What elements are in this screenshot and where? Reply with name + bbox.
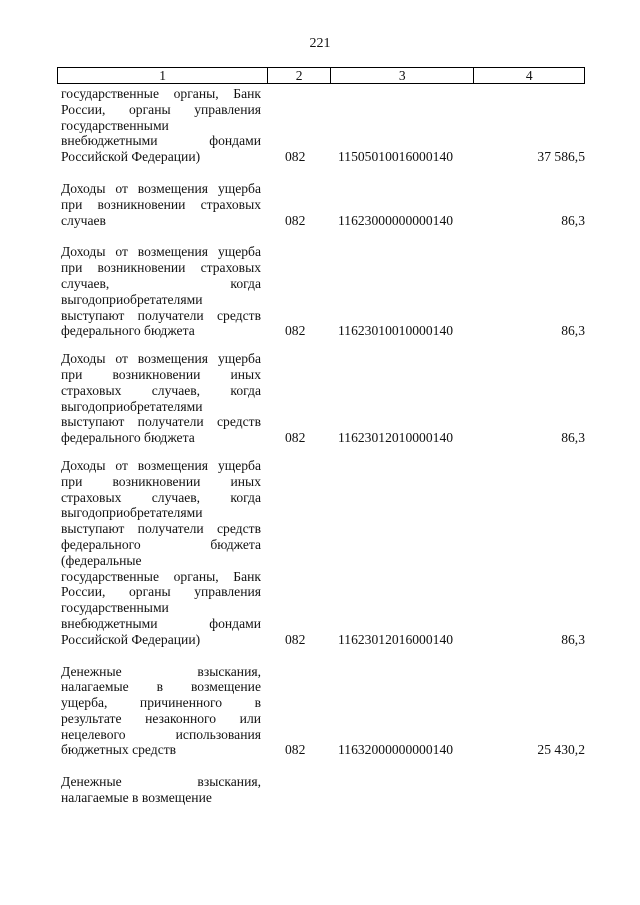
row-admin-code: 082 — [285, 631, 306, 647]
row-amount: 86,3 — [561, 631, 585, 647]
description-line: страховых случаев, когда — [61, 382, 261, 398]
description-line: выгодоприобретателями — [61, 398, 203, 414]
row-description — [61, 774, 261, 806]
description-line: случаев, когда — [61, 275, 261, 291]
description-line: бюджетных средств — [61, 742, 177, 758]
row-budget-code: 11505010016000140 — [338, 149, 454, 165]
table-row — [0, 664, 640, 759]
description-line: Доходы от возмещения ущерба — [61, 351, 261, 367]
row-budget-code: 11623000000000140 — [338, 212, 454, 228]
row-amount: 86,3 — [561, 430, 585, 446]
description-line: при возникновении страховых — [61, 260, 261, 276]
description-line: при возникновении иных — [61, 366, 261, 382]
description-line: налагаемые в возмещение — [61, 679, 261, 695]
row-amount: 25 430,2 — [537, 742, 585, 758]
row-description — [61, 86, 261, 165]
table-row — [0, 244, 640, 339]
description-line: выгодоприобретателями — [61, 291, 203, 307]
description-line: Доходы от возмещения ущерба — [61, 244, 261, 260]
row-description — [61, 181, 261, 228]
description-line: России, органы управления — [61, 584, 261, 600]
description-line: ущерба, причиненного в — [61, 695, 261, 711]
row-amount: 86,3 — [561, 212, 585, 228]
description-line: государственные органы, Банк — [61, 86, 261, 101]
table-header — [57, 67, 585, 84]
header-col-3: 3 — [330, 68, 473, 83]
row-budget-code: 11623010010000140 — [338, 323, 454, 339]
description-line: результате незаконного или — [61, 710, 261, 726]
row-admin-code: 082 — [285, 742, 306, 758]
row-budget-code: 11632000000000140 — [338, 742, 454, 758]
row-amount: 86,3 — [561, 323, 585, 339]
description-line: выгодоприобретателями — [61, 505, 203, 521]
table-row — [0, 351, 640, 446]
row-admin-code: 082 — [285, 430, 306, 446]
table-body — [0, 86, 640, 806]
description-line: государственными — [61, 117, 169, 133]
description-line: выступают получатели средств — [61, 307, 261, 323]
row-description — [61, 664, 261, 759]
row-admin-code: 082 — [285, 212, 306, 228]
description-line: России, органы управления — [61, 101, 261, 117]
description-line: Доходы от возмещения ущерба — [61, 457, 261, 473]
description-line: федерального бюджета — [61, 323, 195, 339]
description-line: Российской Федерации) — [61, 631, 201, 647]
row-description — [61, 244, 261, 339]
table-row — [0, 458, 640, 648]
description-line: Доходы от возмещения ущерба — [61, 180, 261, 196]
description-line: при возникновении иных — [61, 473, 261, 489]
description-line: при возникновении страховых — [61, 196, 261, 212]
description-line: федерального бюджета — [61, 536, 261, 552]
table-row — [0, 181, 640, 228]
row-budget-code: 11623012010000140 — [338, 430, 454, 446]
description-line: выступают получатели средств — [61, 521, 261, 537]
description-line: случаев — [61, 212, 106, 228]
description-line: выступают получатели средств — [61, 414, 261, 430]
row-amount: 37 586,5 — [537, 149, 585, 165]
description-line: внебюджетными фондами — [61, 615, 261, 631]
row-admin-code: 082 — [285, 149, 306, 165]
description-line: страховых случаев, когда — [61, 489, 261, 505]
description-line: (федеральные — [61, 552, 142, 568]
table-row — [0, 774, 640, 806]
description-line: нецелевого использования — [61, 726, 261, 742]
header-col-1: 1 — [159, 67, 166, 83]
table-row — [0, 86, 640, 165]
row-description — [61, 458, 261, 648]
description-line: государственными — [61, 600, 169, 616]
header-col-4: 4 — [473, 68, 584, 83]
description-line: внебюджетными фондами — [61, 133, 261, 149]
row-budget-code: 11623012016000140 — [338, 631, 454, 647]
row-admin-code: 082 — [285, 323, 306, 339]
description-line: налагаемые в возмещение — [61, 790, 212, 806]
description-line: Денежные взыскания, — [61, 774, 261, 790]
description-line: государственные органы, Банк — [61, 568, 261, 584]
header-col-2: 2 — [267, 68, 330, 83]
description-line: Российской Федерации) — [61, 149, 201, 165]
description-line: федерального бюджета — [61, 430, 195, 446]
description-line: Денежные взыскания, — [61, 663, 261, 679]
page-number: 221 — [309, 36, 331, 51]
row-description — [61, 351, 261, 446]
